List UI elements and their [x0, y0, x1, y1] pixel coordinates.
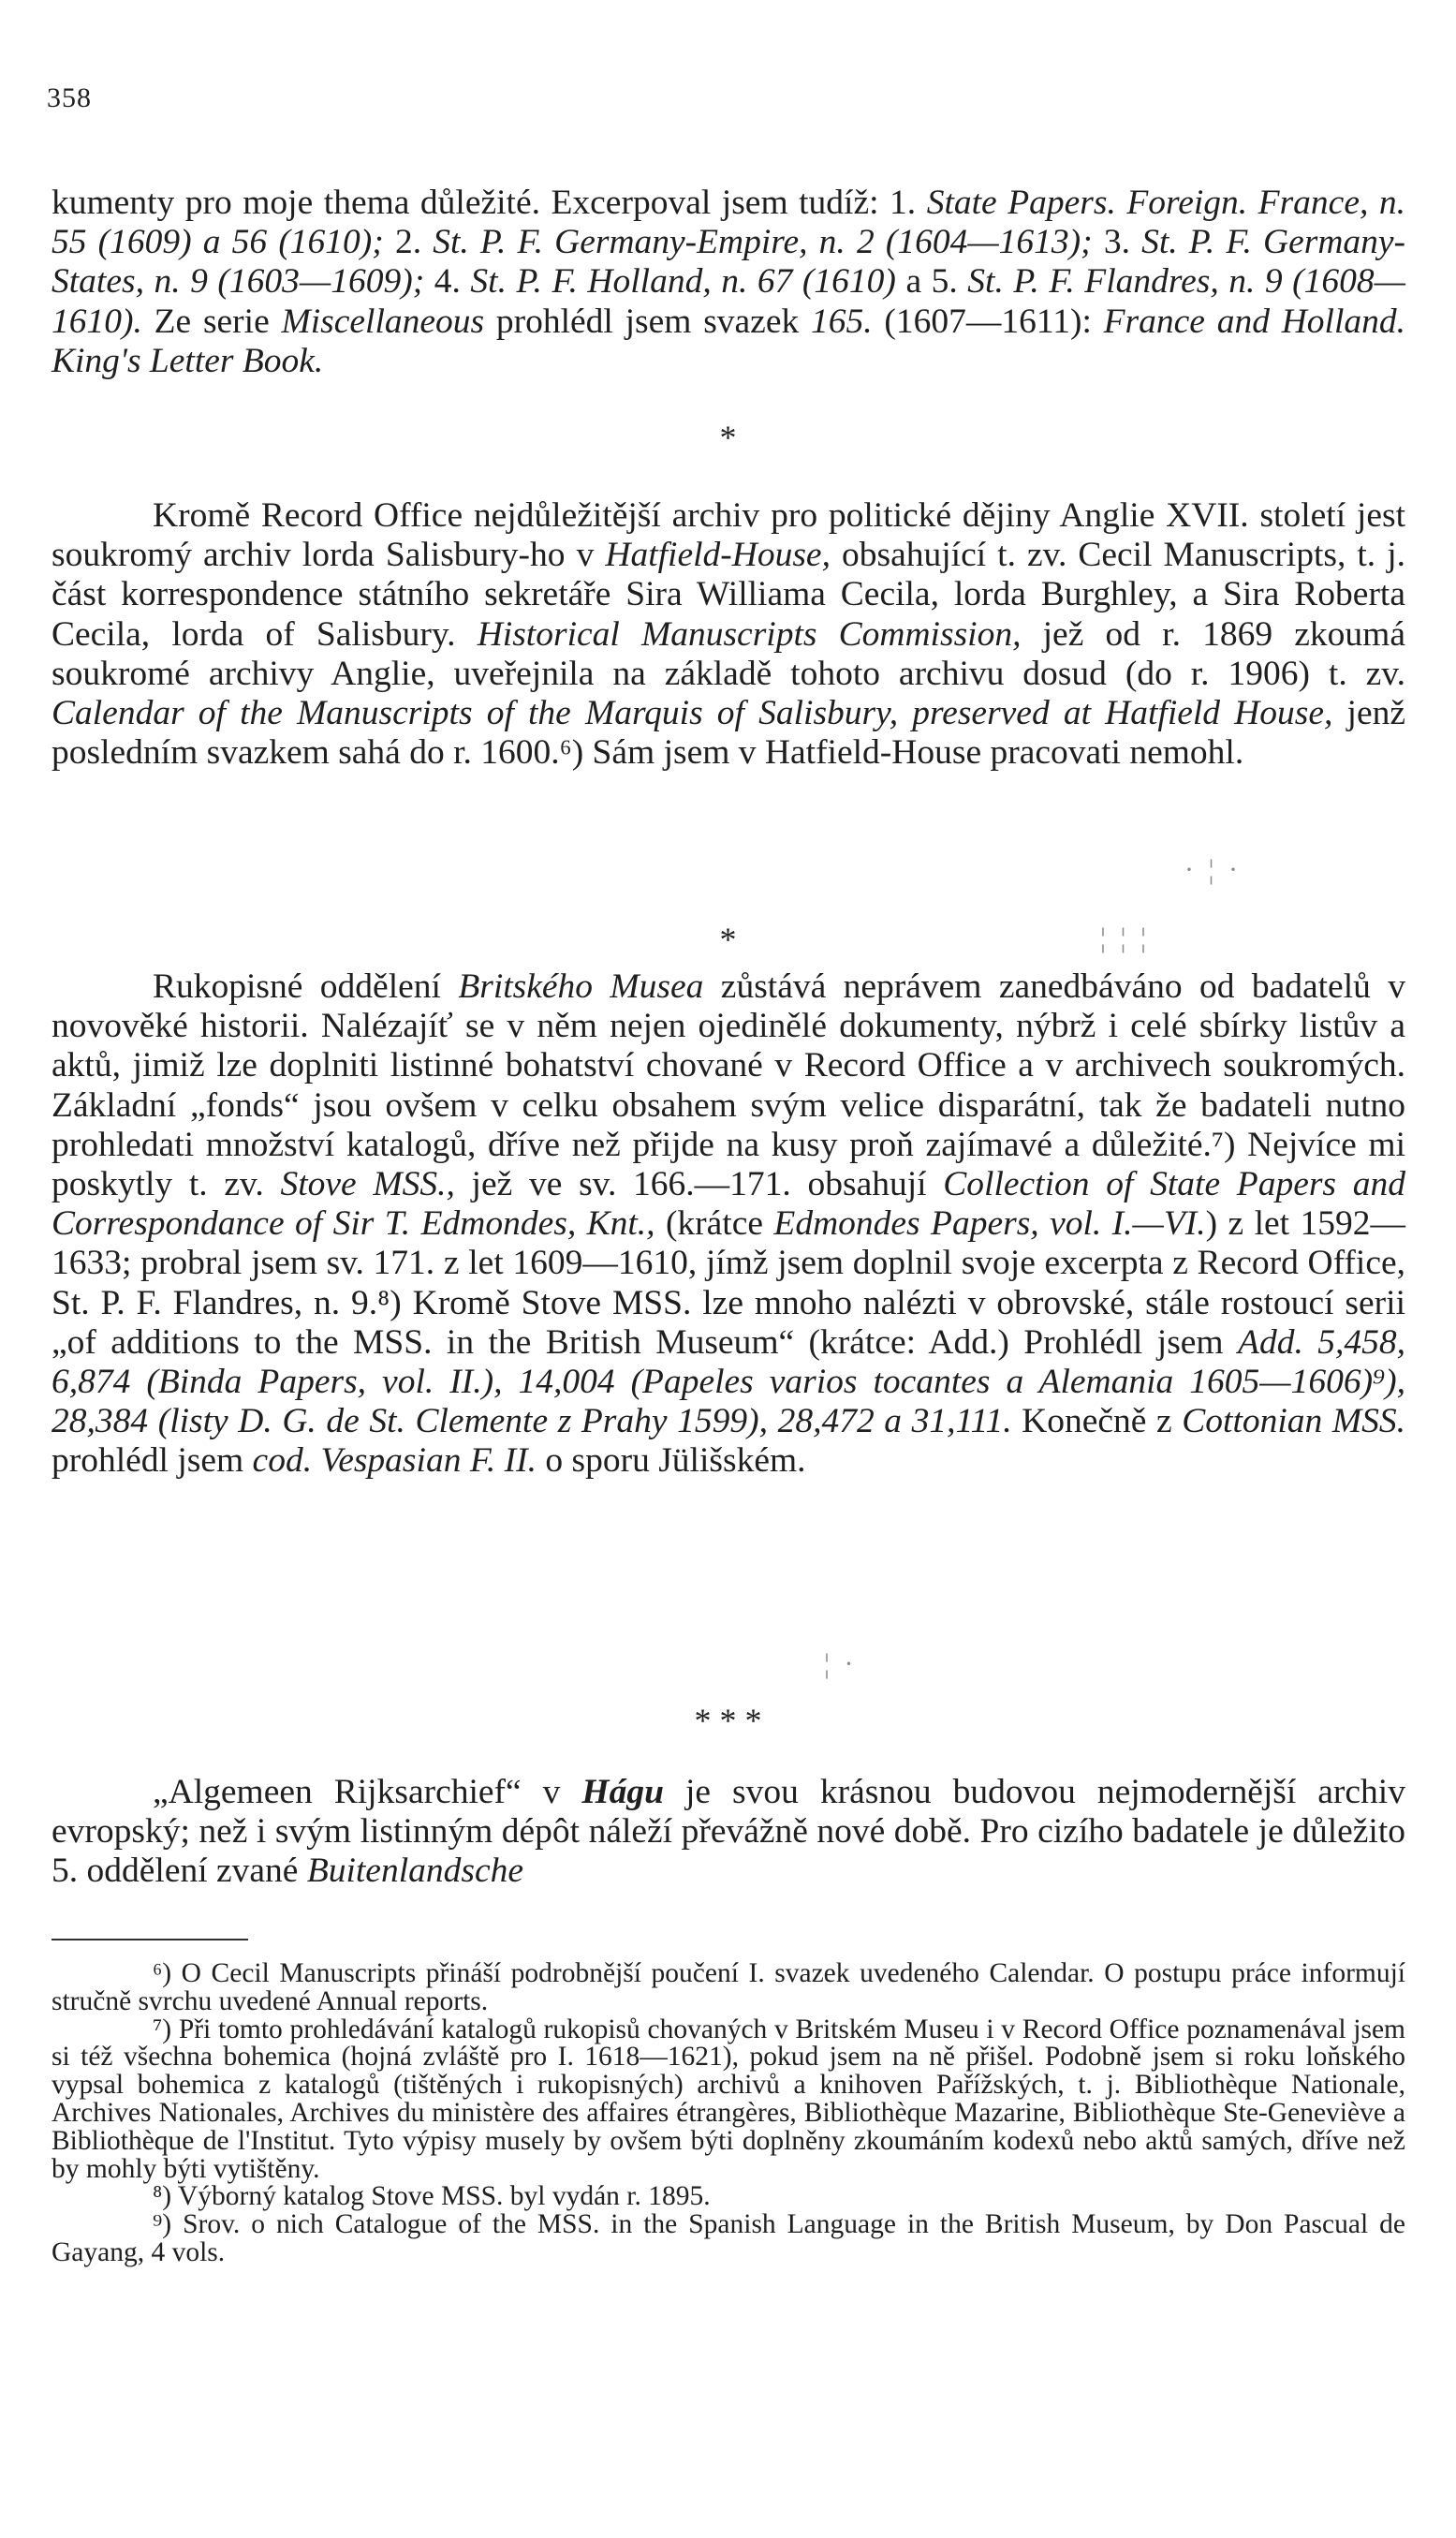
- text-run: France and Holland. King's Letter Book.: [51, 302, 1405, 380]
- text-run: Stove MSS.,: [280, 1165, 455, 1204]
- text-run: Add. 5,458, 6,874 (Binda Papers, vol. II.), 14,004 (Papeles varios tocantes a Alemania 1605—1606)⁹), 28,384 (listy D. G. de St. Clemente z Prahy 1599), 28,472 a 31,111.: [51, 1322, 1405, 1441]
- text-run: St. P. F. Germany-Empire, n. 2 (1604—1613);: [433, 223, 1093, 262]
- text-run: jenž posledním svazkem sahá do r. 1600.⁶) Sám jsem v Hatfield-House pracovati nemohl.: [51, 694, 1405, 773]
- paragraph-4: [51, 1773, 1405, 1892]
- text-run: Calendar of the Manuscripts of the Marquis of Salisbury, preserved at Hatfield House,: [51, 694, 1333, 733]
- footnote-7: ⁷) Při tomto prohledávání katalogů rukopisů chovaných v Britském Museu i v Record Office poznamenával jsem si též všechna bohemica (hojná zvláště pro I. 1618—1621), pokud jsem na ně přišel. Podobně jsem si roku loňského vypsal bohemica z katalogů (tištěných i rukopisných) archivů a knihoven Pařížských, t. j. Bibliothèque Nationale, Archives Nationales, Archives du ministère des affaires étrangères, Bibliothèque Mazarine, Bibliothèque Ste-Geneviève a Bibliothèque de l'Institut. Tyto výpisy musely by ovšem býti doplněny zkoumáním kodexů nebo aktů samých, dříve než by mohly býti vytištěny.: [51, 2014, 1405, 2184]
- footnote-6: ⁶) O Cecil Manuscripts přináší podrobnější poučení I. svazek uvedeného Calendar. O postupu práce informují stručně svrchu uvedené Annual reports.: [51, 1958, 1405, 2016]
- paragraph-text: [51, 1773, 1405, 1892]
- text-run: Britského Musea: [458, 967, 704, 1006]
- text-run: 3.: [1092, 223, 1142, 262]
- text-run: jež od r. 1869 zkoumá soukromé archivy Anglie, uveřejnila na základě tohoto archivu dosud (do r. 1906) t. zv.: [51, 614, 1405, 693]
- page-number: 358: [47, 82, 92, 113]
- text-run: 2.: [383, 223, 434, 262]
- paragraph-text: [51, 967, 1405, 1482]
- text-run: Cottonian MSS.: [1182, 1402, 1405, 1441]
- text-run: prohlédl jsem svazek: [484, 302, 811, 341]
- text-run: jež ve sv. 166.—171. obsahují: [454, 1165, 944, 1204]
- text-run: o sporu Jülišském.: [537, 1441, 806, 1481]
- section-separator: * * *: [694, 1702, 762, 1739]
- scan-specks: ¦ ¦ ¦: [1100, 922, 1151, 953]
- text-run: Kromě Record Office nejdůležitější archiv pro politické dějiny Anglie XVII. století jest soukromý archiv lorda Salisbury-ho v: [51, 496, 1405, 575]
- text-run: St. P. F. Holland, n. 67 (1610): [470, 262, 896, 302]
- text-run: Konečně z: [1011, 1402, 1183, 1441]
- scan-specks: · ¦ ·: [1184, 854, 1242, 885]
- text-run: Rukopisné oddělení: [153, 967, 459, 1006]
- text-run: kumenty pro moje thema důležité. Excerpoval jsem tudíž: 1.: [51, 184, 927, 222]
- paragraph-text: [51, 184, 1405, 381]
- scan-specks: ¦ ·: [824, 1648, 858, 1679]
- text-run: Historical Manuscripts Commission,: [477, 614, 1022, 654]
- text-run: cod. Vespasian F. II.: [252, 1441, 537, 1481]
- text-run: 165.: [810, 302, 873, 341]
- text-run: (1607—1611):: [872, 302, 1104, 341]
- footnote-rule: [51, 1939, 248, 1940]
- paragraph-1: [51, 184, 1405, 381]
- paragraph-text: [51, 496, 1405, 773]
- text-run: Collection of State Papers and Correspondance of Sir T. Edmondes, Knt.,: [51, 1165, 1405, 1244]
- footnote-9: ⁹) Srov. o nich Catalogue of the MSS. in the Spanish Language in the British Museum, by Don Pascual de Gayang, 4 vols.: [51, 2209, 1405, 2267]
- section-separator: *: [719, 921, 737, 958]
- text-run: Edmondes Papers, vol. I.—VI.: [773, 1204, 1206, 1244]
- text-run: (krátce: [654, 1204, 774, 1244]
- text-run: prohlédl jsem: [51, 1441, 253, 1481]
- text-run: 4.: [424, 262, 471, 302]
- text-run: Ze serie: [141, 302, 282, 341]
- paragraph-3: [51, 967, 1405, 1482]
- text-run: „Algemeen Rijksarchief“ v: [153, 1773, 582, 1811]
- footnote-8: ⁸) Výborný katalog Stove MSS. byl vydán r. 1895.: [153, 2181, 711, 2212]
- text-run: St. P. F. Germany-States, n. 9 (1603—1609);: [51, 223, 1406, 302]
- text-run: Buitenlandsche: [306, 1852, 524, 1891]
- text-run: State Papers. Foreign. France, n. 55 (1609) a 56 (1610);: [51, 184, 1405, 262]
- text-run: Hatfield-House,: [605, 536, 831, 575]
- text-run: a 5.: [895, 262, 968, 302]
- footnotes: [51, 1960, 1405, 2267]
- text-run: obsahující t. zv. Cecil Manuscripts, t. j. část korrespondence státního sekretáře Sira Williama Cecila, lorda Burghley, a Sira Roberta Cecila, lorda of Salisbury.: [51, 536, 1405, 654]
- text-run: ) z let 1592—1633; probral jsem sv. 171. z let 1609—1610, jímž jsem doplnil svoje excerpta z Record Office, St. P. F. Flandres, n. 9.⁸) Kromě Stove MSS. lze mnoho nalézti v obrovské, stále rostoucí serii „of additions to the MSS. in the British Museum“ (krátce: Add.) Prohlédl jsem: [51, 1204, 1405, 1362]
- text-run: Hágu: [581, 1773, 664, 1811]
- paragraph-2: [51, 496, 1405, 773]
- text-run: je svou krásnou budovou nejmodernější archiv evropský; než i svým listinným dépôt náleží převážně nové době. Pro cizího badatele je důležito 5. oddělení zvané: [51, 1773, 1405, 1891]
- text-run: zůstává neprávem zanedbáváno od badatelů v novověké historii. Nalézajíť se v něm nejen ojedinělé dokumenty, nýbrž i celé sbírky listův a aktů, jimiž lze doplniti listinné bohatství chované v Record Office a v archivech soukromých. Základní „fonds“ jsou ovšem v celku obsahem svým velice disparátní, tak že badateli nutno prohledati množství katalogů, dříve než přijde na kusy proň zajímavé a důležité.⁷) Nejvíce mi poskytly t. zv.: [51, 967, 1406, 1204]
- section-separator: *: [719, 419, 737, 456]
- text-run: Miscellaneous: [281, 302, 485, 341]
- text-run: St. P. F. Flandres, n. 9 (1608—1610).: [51, 262, 1405, 341]
